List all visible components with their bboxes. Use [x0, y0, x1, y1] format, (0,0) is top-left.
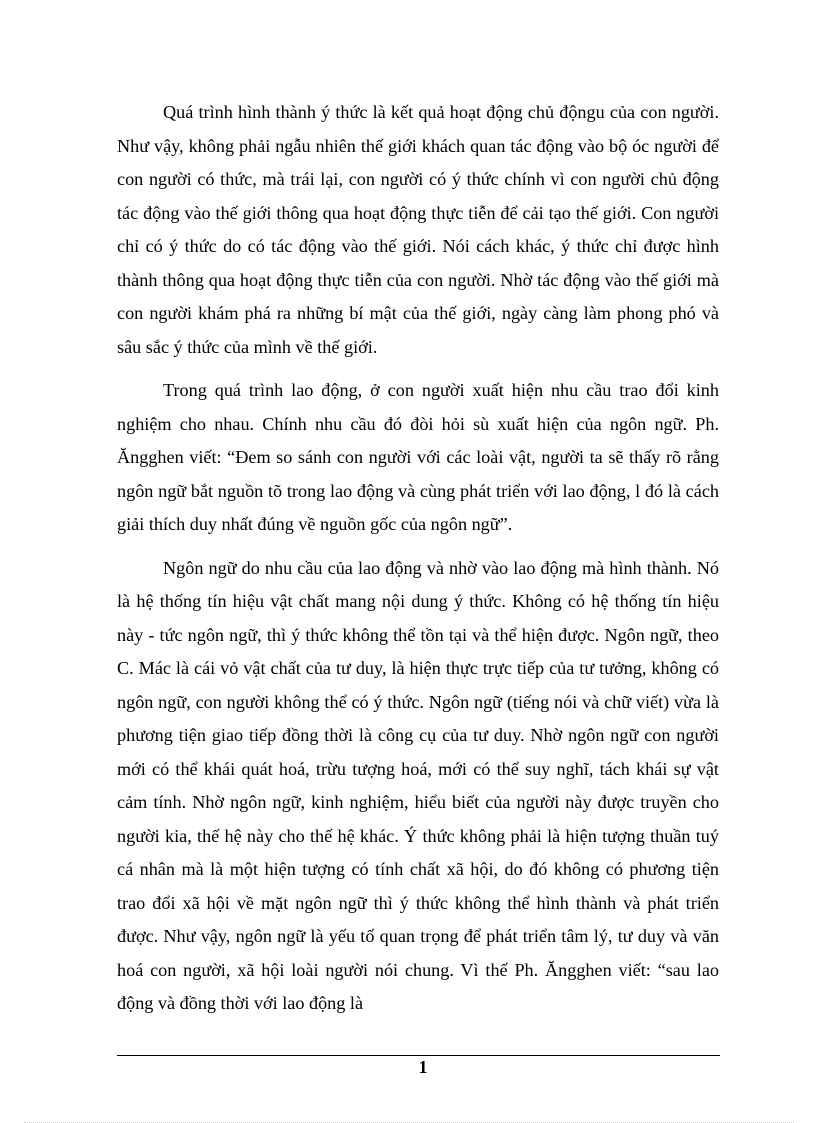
paragraph-language-role: Ngôn ngữ do nhu cầu của lao động và nhờ vào lao động mà hình thành. Nó là hệ thống tín hiệu vật chất mang nội dung ý thức. Không có hệ thống tín hiệu này - tức ngôn ngữ, thì ý thức không thể tồn tại và thể hiện được. Ngôn ngữ, theo C. Mác là cái vỏ vật chất của tư duy, là hiện thực trực tiếp của tư tưởng, không có ngôn ngữ, con người không thể có ý thức. Ngôn ngữ (tiếng nói và chữ viết) vừa là phương tiện giao tiếp đồng thời là công cụ của tư duy. Nhờ ngôn ngữ con người mới có thể khái quát hoá, trừu tượng hoá, mới có thể suy nghĩ, tách khái sự vật cảm tính. Nhờ ngôn ngữ, kinh nghiệm, hiểu biết của người này được truyền cho người kia, thế hệ này cho thế hệ khác. Ý thức không phải là hiện tượng thuần tuý cá nhân mà là một hiện tượng có tính chất xã hội, do đó không có phương tiện trao đổi xã hội về mặt ngôn ngữ thì ý thức không thể hình thành và phát triển được. Như vậy, ngôn ngữ là yếu tố quan trọng để phát triển tâm lý, tư duy và văn hoá con người, xã hội loài người nói chung. Vì thế Ph. Ăngghen viết: “sau lao động và đồng thời với lao động là [117, 557, 719, 1013]
paragraph-consciousness-formation: Quá trình hình thành ý thức là kết quả hoạt động chủ độngu của con người. Như vậy, không phải ngẫu nhiên thế giới khách quan tác động vào bộ óc người để con người có thức, mà trái lại, con người có ý thức chính vì con người chủ động tác động vào thế giới thông qua hoạt động thực tiễn để cải tạo thế giới. Con người chỉ có ý thức do có tác động vào thế giới. Nói cách khác, ý thức chỉ được hình thành thông qua hoạt động thực tiễn của con người. Nhờ tác động vào thế giới mà con người khám phá ra những bí mật của thế giới, ngày càng làm phong phó và sâu sắc ý thức của mình về thế giới. [117, 102, 719, 357]
paragraph-origin-of-language: Trong quá trình lao động, ở con người xuất hiện nhu cầu trao đổi kinh nghiệm cho nhau. Chính nhu cầu đó đòi hỏi sù xuất hiện của ngôn ngữ. Ph. Ăngghen viết: “Đem so sánh con người với các loài vật, người ta sẽ thấy rõ rằng ngôn ngữ bắt nguồn tõ trong lao động và cùng phát triển với lao động, l đó là cách giải thích duy nhất đúng về nguồn gốc của ngôn ngữ”. [117, 380, 719, 534]
body-text [117, 96, 719, 1021]
page-number: 1 [418, 1057, 428, 1077]
